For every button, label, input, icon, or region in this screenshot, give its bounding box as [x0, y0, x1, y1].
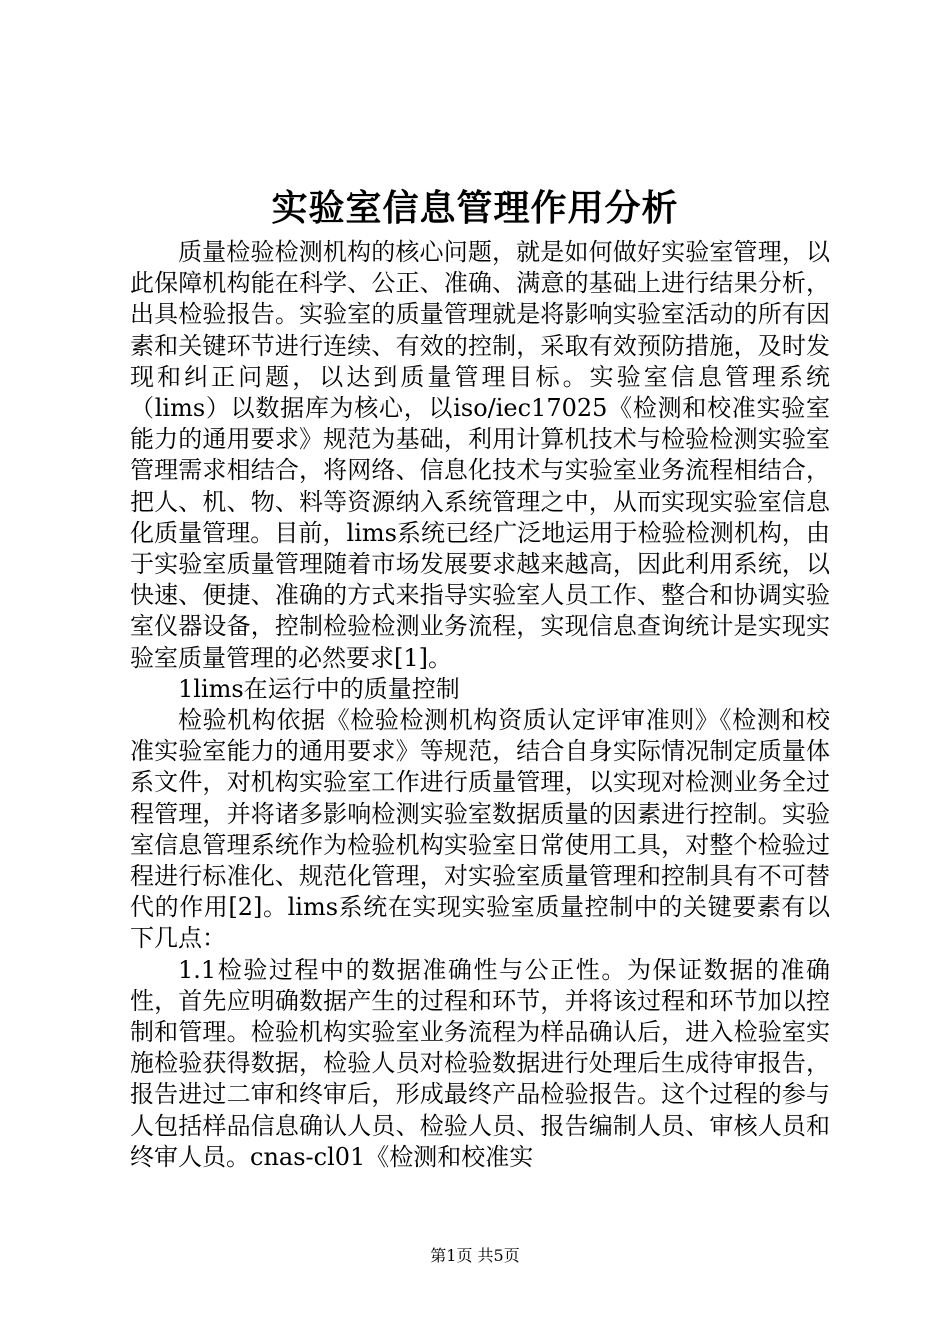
- section-heading: 1lims在运行中的质量控制: [178, 674, 460, 703]
- page-footer: 第1页 共5页: [430, 1246, 520, 1265]
- paragraph-quality-control: 检验机构依据《检验检测机构资质认定评审准则》《检测和校准实验室能力的通用要求》等规范，结合自身实际情况制定质量体系文件，对机构实验室工作进行质量管理，以实现对检测业务全过程管理，并将诸多影响检测实验室数据质量的因素进行控制。实验室信息管理系统作为检验机构实验室日常使用工具，对整个检验过程进行标准化、规范化管理，对实验室质量管理和控制具有不可替代的作用[2]。lims系统在实现实验室质量控制中的关键要素有以下几点：: [130, 706, 830, 953]
- document-title: 实验室信息管理作用分析: [271, 187, 679, 229]
- document-body: [130, 237, 830, 1173]
- paragraph-data-accuracy: 1.1检验过程中的数据准确性与公正性。为保证数据的准确性，首先应明确数据产生的过程和环节，并将该过程和环节加以控制和管理。检验机构实验室业务流程为样品确认后，进入检验室实施检验获得数据，检验人员对检验数据进行处理后生成待审报告，报告进过二审和终审后，形成最终产品检验报告。这个过程的参与人包括样品信息确认人员、检验人员、报告编制人员、审核人员和终审人员。cnas-cl01《检测和校准实: [130, 955, 830, 1171]
- paragraph-intro: 质量检验检测机构的核心问题，就是如何做好实验室管理，以此保障机构能在科学、公正、准确、满意的基础上进行结果分析，出具检验报告。实验室的质量管理就是将影响实验室活动的所有因素和关键环节进行连续、有效的控制，采取有效预防措施，及时发现和纠正问题，以达到质量管理目标。实验室信息管理系统（lims）以数据库为核心，以iso/iec17025《检测和校准实验室能力的通用要求》规范为基础，利用计算机技术与检验检测实验室管理需求相结合，将网络、信息化技术与实验室业务流程相结合，把人、机、物、料等资源纳入系统管理之中，从而实现实验室信息化质量管理。目前，lims系统已经广泛地运用于检验检测机构，由于实验室质量管理随着市场发展要求越来越高，因此利用系统，以快速、便捷、准确的方式来指导实验室人员工作、整合和协调实验室仪器设备，控制检验检测业务流程，实现信息查询统计是实现实验室质量管理的必然要求[1]。: [130, 238, 830, 672]
